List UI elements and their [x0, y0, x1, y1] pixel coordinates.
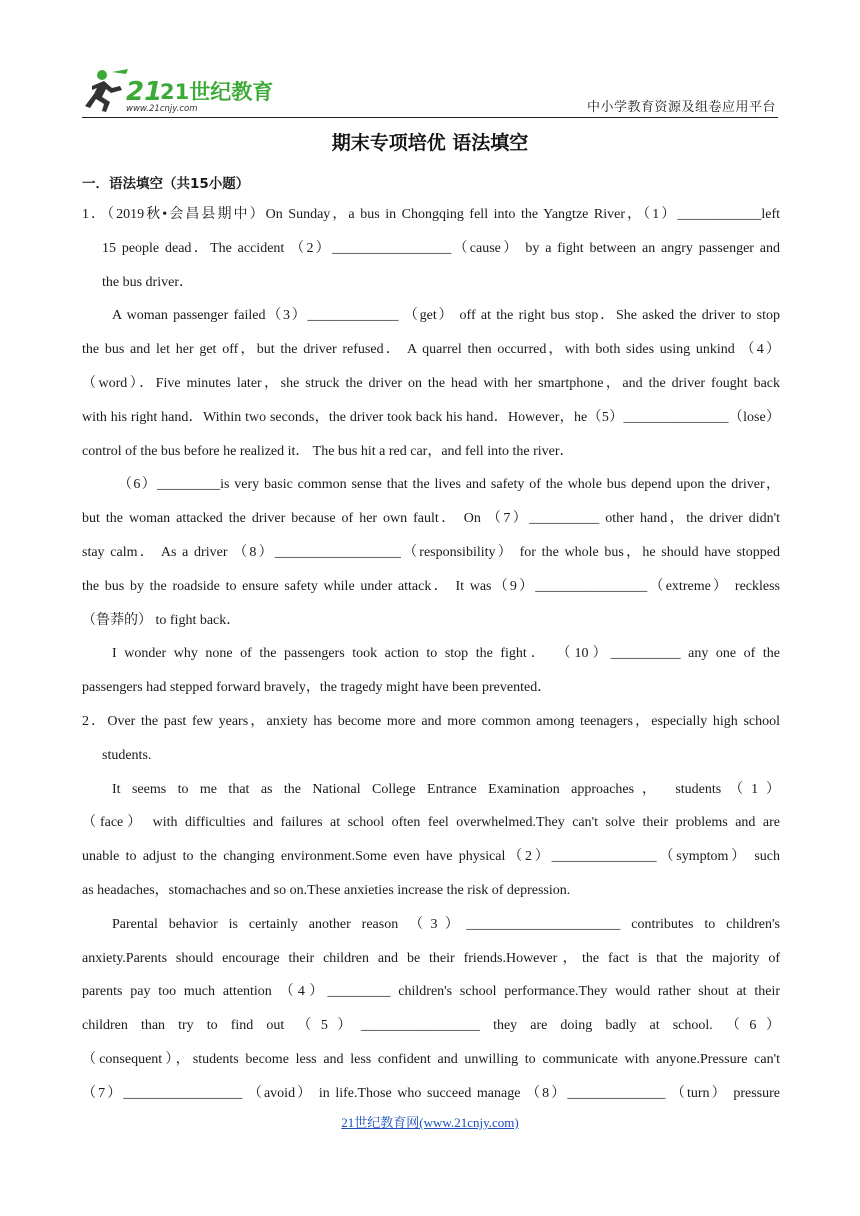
- text-line: the bus by the roadside to ensure safety while under attack． It was（9）________________（extreme） reckless: [82, 578, 780, 594]
- section-heading: 一．语法填空（共15小题）: [82, 176, 250, 192]
- text-line: control of the bus before he realized it． The bus hit a red car，and fell into the river．: [82, 443, 574, 459]
- text-line: students.: [102, 747, 152, 763]
- text-line: parents pay too much attention （4）_________ children's school performance.They would rather shout at their: [82, 984, 780, 1000]
- svg-text:21: 21: [126, 77, 163, 107]
- text-line: （face） with difficulties and failures at school often feel overwhelmed.They can't solve their problems and are: [82, 815, 780, 831]
- text-line: （7）_________________ （avoid） in life.Those who succeed manage （8）______________ （turn） pressure: [82, 1085, 780, 1101]
- text-line: the bus driver．: [102, 274, 193, 290]
- text-line: passengers had stepped forward bravely，the tragedy might have been prevented．: [82, 680, 552, 696]
- text-line: children than try to find out （5）_________________ they are doing badly at school. （6）: [82, 1018, 780, 1034]
- text-line: It seems to me that as the National College Entrance Examination approaches， students（1）: [112, 781, 780, 797]
- page-title: 期末专项培优 语法填空: [331, 132, 529, 154]
- text-line: A woman passenger failed（3）_____________ （get） off at the right bus stop．She asked the driver to stop: [112, 308, 780, 324]
- text-line: as headaches，stomachaches and so on.These anxieties increase the risk of depression.: [82, 882, 571, 898]
- text-line: the bus and let her get off，but the driver refused． A quarrel then occurred，with both sides using unkind （4）: [82, 342, 780, 358]
- text-line: anxiety.Parents should encourage their children and be their friends.However，the fact is that the majority of: [82, 950, 780, 966]
- text-line: with his right hand．Within two seconds，the driver took back his hand．However，he（5）_______________（lose）: [82, 409, 780, 425]
- text-line: unable to adjust to the changing environment.Some even have physical（2）_______________（symptom） such: [82, 849, 780, 865]
- footer-link[interactable]: 21世纪教育网(www.21cnjy.com): [341, 1115, 519, 1130]
- text-line: （6）_________is very basic common sense that the lives and safety of the whole bus depend upon the driver，: [118, 477, 780, 493]
- text-line: I wonder why none of the passengers took action to stop the fight． （10）__________ any one of the: [112, 646, 780, 662]
- text-line: （word）．Five minutes later，she struck the driver on the head with her smartphone，and the driver fought back: [82, 375, 780, 391]
- platform-tagline: 中小学教育资源及组卷应用平台: [586, 100, 776, 115]
- text-line: 1．（2019秋•会昌县期中）On Sunday，a bus in Chongqing fell into the Yangtze River，（1）____________left: [82, 207, 780, 222]
- page-header: [82, 66, 778, 118]
- text-line: stay calm． As a driver （8）__________________（responsibility） for the whole bus，he should have stopped: [82, 544, 780, 560]
- text-line: 2．Over the past few years，anxiety has become more and more common among teenagers，especially high school: [82, 713, 780, 729]
- text-line: （鲁莽的） to fight back．: [82, 612, 241, 628]
- question-body: [82, 198, 780, 1111]
- header-divider: [82, 117, 778, 118]
- logo-wordmark: 21世纪教育: [160, 80, 274, 104]
- text-line: but the woman attacked the driver because of her own fault． On （7）__________ other hand，the driver didn't: [82, 511, 780, 527]
- text-line: Parental behavior is certainly another reason （3）______________________ contributes to children's: [112, 916, 780, 932]
- text-line: （consequent），students become less and less confident and unwilling to communicate with anyone.Pressure can't: [82, 1051, 780, 1067]
- logo-runner-icon: [82, 66, 274, 116]
- svg-text:www.21cnjy.com: www.21cnjy.com: [126, 104, 198, 114]
- text-line: 15 people dead．The accident （2）_________________（cause） by a fight between an angry passenger and: [102, 240, 780, 256]
